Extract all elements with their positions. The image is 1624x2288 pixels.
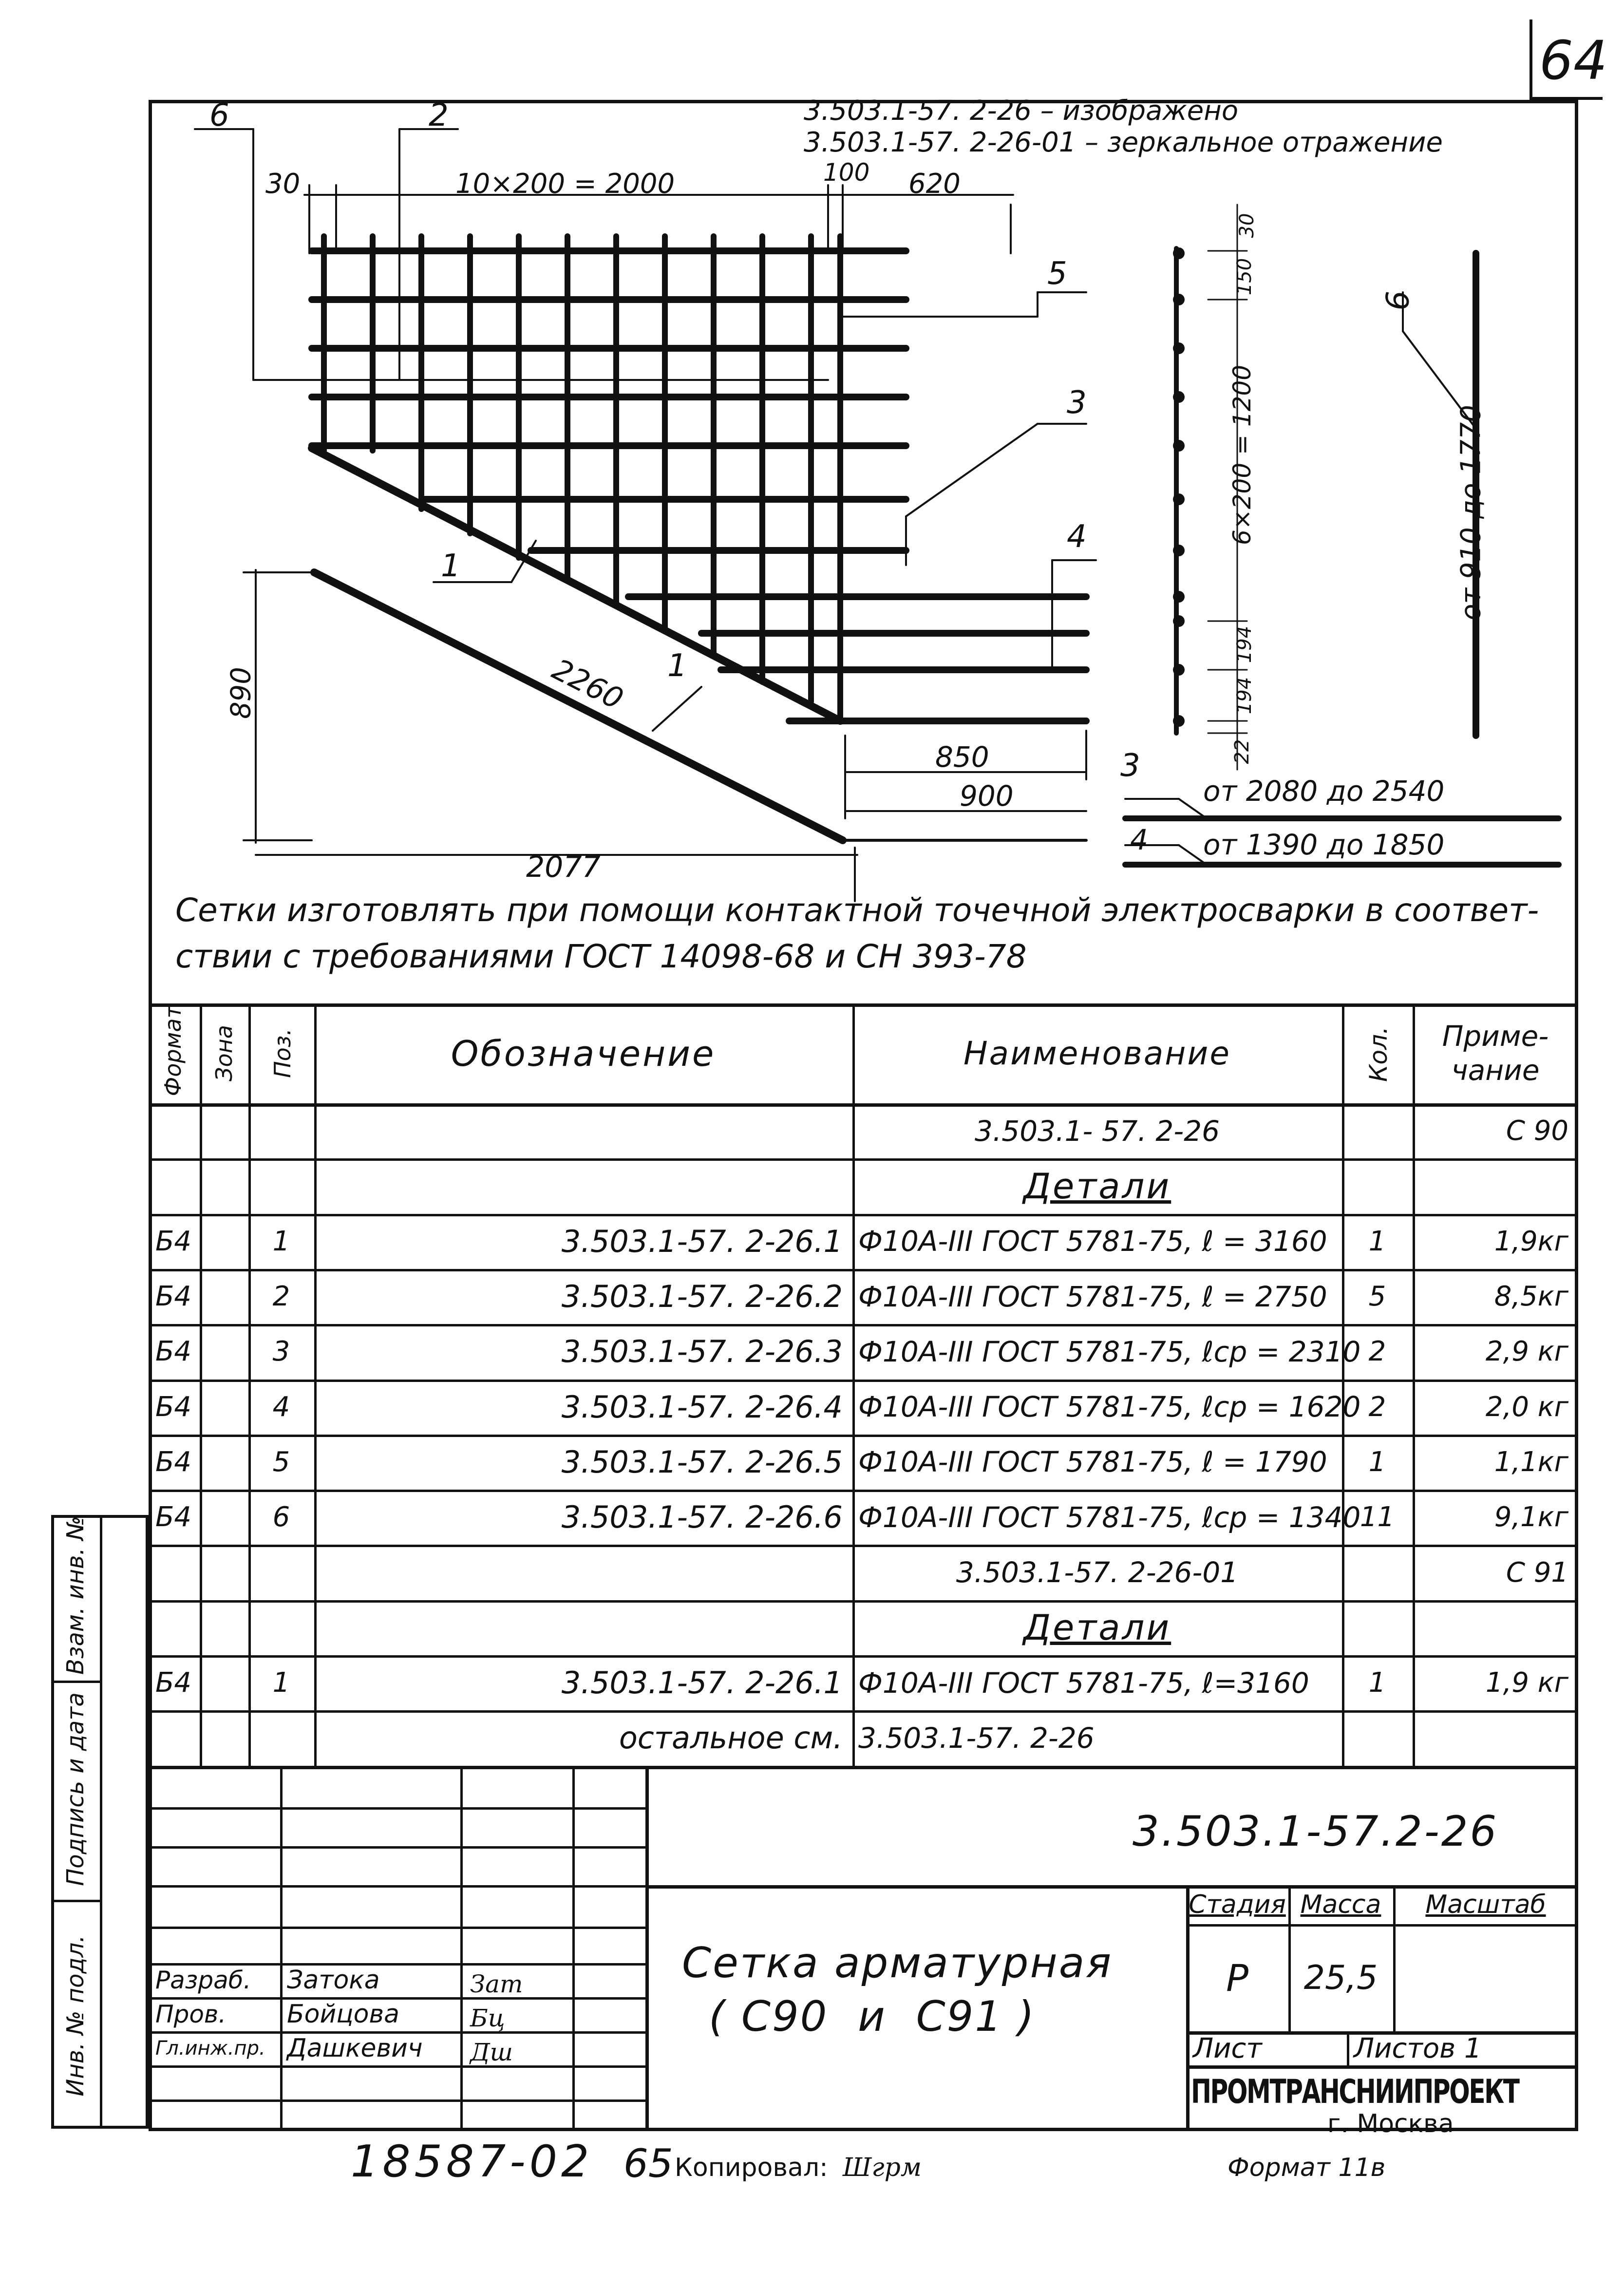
row-pos: 6 [272, 1501, 290, 1533]
dim-850: 850 [935, 740, 989, 774]
row-designation: 3.503.1-57. 2-26.3 [561, 1334, 843, 1370]
row-name: Ф10А-III ГОСТ 5781-75, ℓ = 3160 [858, 1225, 1327, 1258]
row-pos: 1 [272, 1667, 290, 1699]
col-zone-header: Зона [211, 1025, 237, 1081]
row-name: Детали [1023, 1607, 1171, 1648]
person-role: Пров. [155, 2000, 227, 2028]
row-designation: 3.503.1-57. 2-26.2 [561, 1279, 843, 1315]
row-format [149, 1158, 200, 1213]
row-note: 2,9 кг [1485, 1336, 1568, 1368]
row-designation: 3.503.1-57. 2-26.6 [561, 1499, 843, 1535]
label-pos-4: 4 [1067, 519, 1087, 555]
dim-2077: 2077 [526, 850, 601, 884]
row-name: 3.503.1-57. 2-26 [858, 1721, 1095, 1755]
person-name: Затока [287, 1966, 380, 1995]
row-pos [248, 1545, 314, 1600]
row-name: Ф10А-III ГОСТ 5781-75, ℓ = 1790 [858, 1445, 1327, 1479]
label-pos-3b: 3 [1120, 748, 1140, 784]
bar4-length: от 1390 до 1850 [1203, 828, 1445, 861]
row-format: Б4 [155, 1391, 192, 1423]
copied-signature: Шгрм [843, 2153, 922, 2182]
label-pos-6: 6 [209, 97, 229, 133]
row-pos: 1 [272, 1225, 290, 1257]
row-format [149, 1103, 200, 1158]
row-qty: 1 [1368, 1667, 1386, 1699]
col-format-header: Формат [160, 1005, 186, 1097]
scale-value [1393, 1924, 1578, 2031]
col-name-header: Наименование [963, 1035, 1231, 1072]
col-pos-header: Поз. [269, 1028, 296, 1078]
label-pos-4b: 4 [1130, 823, 1148, 856]
person-role: Разраб. [155, 1966, 251, 1994]
side-dim-22: 22 [1231, 739, 1253, 764]
dim-30: 30 [265, 168, 301, 200]
row-designation [314, 1103, 852, 1158]
person-signature: Дш [470, 2038, 513, 2066]
row-designation: остальное см. [619, 1720, 843, 1756]
bottom-number-2: 65 [623, 2141, 673, 2186]
row-pos [248, 1158, 314, 1213]
doc-number: 3.503.1-57.2-26 [1133, 1807, 1499, 1856]
row-name: 3.503.1-57. 2-26-01 [956, 1556, 1239, 1589]
sheets-label: Листов 1 [1354, 2032, 1482, 2064]
mass-value: 25,5 [1303, 1958, 1378, 1997]
row-note [1413, 1158, 1578, 1213]
col-note-header: Приме-чание [1442, 1019, 1549, 1087]
title-line-1: Сетка арматурная [682, 1939, 1113, 1987]
label-pos-3: 3 [1067, 385, 1087, 421]
label-pos-1a: 1 [441, 548, 461, 584]
sheet-label: Лист [1193, 2032, 1262, 2064]
row-qty: 1 [1368, 1225, 1386, 1257]
row-note: 8,5кг [1494, 1281, 1568, 1313]
label-pos-5: 5 [1047, 256, 1067, 292]
col-designation-header: Обозначение [451, 1033, 716, 1074]
row-note: 1,1кг [1494, 1446, 1568, 1478]
row-designation: 3.503.1-57. 2-26.1 [561, 1665, 843, 1701]
row-note: 2,0 кг [1485, 1391, 1568, 1423]
dim-10x200: 10×200 = 2000 [455, 168, 675, 200]
row-designation: 3.503.1-57. 2-26.4 [561, 1389, 843, 1425]
side-dim-194a: 194 [1233, 625, 1256, 663]
side-dim-150: 150 [1233, 258, 1256, 296]
note-line-2: ствии с требованиями ГОСТ 14098-68 и СН 393-78 [175, 938, 1027, 975]
person-signature: Зат [470, 1970, 523, 1998]
row-format: Б4 [155, 1667, 192, 1699]
copied-by: Копировал: [675, 2153, 828, 2182]
side-dim-194b: 194 [1233, 677, 1256, 715]
row-note [1413, 1600, 1578, 1655]
row-format [149, 1600, 200, 1655]
row-pos [248, 1710, 314, 1765]
row-format: Б4 [155, 1225, 192, 1257]
row-format [149, 1710, 200, 1765]
side-stamp [51, 1515, 149, 2129]
bar6-length: от 910 до 1770 [1455, 405, 1487, 621]
format-label: Формат 11в [1227, 2153, 1386, 2182]
organization: ПРОМТРАНСНИИПРОЕКТ [1191, 2073, 1519, 2111]
row-pos [248, 1103, 314, 1158]
row-format: Б4 [155, 1501, 192, 1533]
row-name: Ф10А-III ГОСТ 5781-75, ℓср = 1340 [858, 1500, 1361, 1534]
row-name: Ф10А-III ГОСТ 5781-75, ℓ = 2750 [858, 1280, 1327, 1313]
person-signature: Бц [470, 2004, 505, 2032]
row-name: Ф10А-III ГОСТ 5781-75, ℓср = 1620 [858, 1390, 1361, 1424]
label-pos-6b: 6 [1380, 290, 1416, 311]
stamp-vzam-inv: Взам. инв. № [62, 1516, 89, 1675]
row-qty [1342, 1545, 1413, 1600]
stamp-inv-orig: Инв. № подл. [62, 1935, 89, 2097]
row-format: Б4 [155, 1281, 192, 1313]
row-designation [314, 1545, 852, 1600]
row-qty [1342, 1710, 1413, 1765]
dim-2260: 2260 [547, 652, 629, 717]
row-qty: 1 [1368, 1446, 1386, 1478]
row-note [1413, 1710, 1578, 1765]
row-qty [1342, 1600, 1413, 1655]
row-note: 9,1кг [1494, 1501, 1568, 1533]
row-name: 3.503.1- 57. 2-26 [974, 1114, 1220, 1148]
row-designation: 3.503.1-57. 2-26.5 [561, 1444, 843, 1480]
row-designation [314, 1158, 852, 1213]
row-format: Б4 [155, 1336, 192, 1368]
side-dim-30: 30 [1236, 213, 1258, 238]
col-qty-header: Кол. [1364, 1026, 1393, 1082]
city: г. Москва [1327, 2109, 1454, 2138]
note-line-1: Сетки изготовлять при помощи контактной точечной электросварки в соответ- [175, 891, 1539, 929]
row-note: 1,9 кг [1485, 1667, 1568, 1699]
row-qty [1342, 1158, 1413, 1213]
row-pos: 2 [272, 1281, 290, 1313]
dim-900: 900 [960, 779, 1014, 813]
row-note: С 91 [1506, 1556, 1568, 1588]
row-note: 1,9кг [1494, 1225, 1568, 1257]
row-pos: 5 [272, 1446, 290, 1478]
row-qty: 5 [1368, 1281, 1386, 1313]
dim-620: 620 [908, 168, 961, 200]
row-qty: 11 [1360, 1501, 1395, 1533]
row-name: Детали [1023, 1165, 1171, 1207]
row-name: Ф10А-III ГОСТ 5781-75, ℓср = 2310 [858, 1335, 1361, 1368]
page-number: 64 [1539, 29, 1607, 92]
row-pos [248, 1600, 314, 1655]
person-role: Гл.инж.пр. [155, 2037, 265, 2060]
person-name: Бойцова [287, 2000, 400, 2029]
drawing-header-1: 3.503.1-57. 2-26 – изображено [804, 95, 1239, 127]
row-designation: 3.503.1-57. 2-26.1 [561, 1223, 843, 1259]
row-qty: 2 [1368, 1391, 1386, 1423]
row-qty [1342, 1103, 1413, 1158]
title-line-2: ( С90 и С91 ) [709, 1992, 1036, 2041]
stage-value: Р [1226, 1956, 1248, 2000]
stamp-sign-date: Подпись и дата [62, 1692, 89, 1886]
dim-890: 890 [225, 667, 257, 719]
row-qty: 2 [1368, 1336, 1386, 1368]
row-pos: 4 [272, 1391, 290, 1423]
person-name: Дашкевич [287, 2034, 423, 2063]
side-dim-6x200: 6×200 = 1200 [1228, 364, 1256, 545]
label-pos-2: 2 [429, 97, 449, 133]
row-format [149, 1545, 200, 1600]
bottom-number: 18587-02 [351, 2136, 593, 2187]
drawing-header-2: 3.503.1-57. 2-26-01 – зеркальное отражение [804, 127, 1443, 158]
spec-table [149, 1003, 1578, 1766]
bar3-length: от 2080 до 2540 [1203, 775, 1445, 808]
row-pos: 3 [272, 1336, 290, 1368]
row-name: Ф10А-III ГОСТ 5781-75, ℓ=3160 [858, 1666, 1309, 1700]
row-designation [314, 1600, 852, 1655]
stage-label: Стадия [1189, 1890, 1286, 1919]
title-block [149, 1766, 1578, 2138]
mass-label: Масса [1300, 1890, 1381, 1919]
label-pos-1b: 1 [667, 648, 687, 684]
row-format: Б4 [155, 1446, 192, 1478]
scale-label: Масштаб [1425, 1890, 1546, 1919]
vertical-bars [324, 236, 840, 721]
row-note: С 90 [1506, 1115, 1568, 1147]
dim-100: 100 [823, 158, 870, 187]
